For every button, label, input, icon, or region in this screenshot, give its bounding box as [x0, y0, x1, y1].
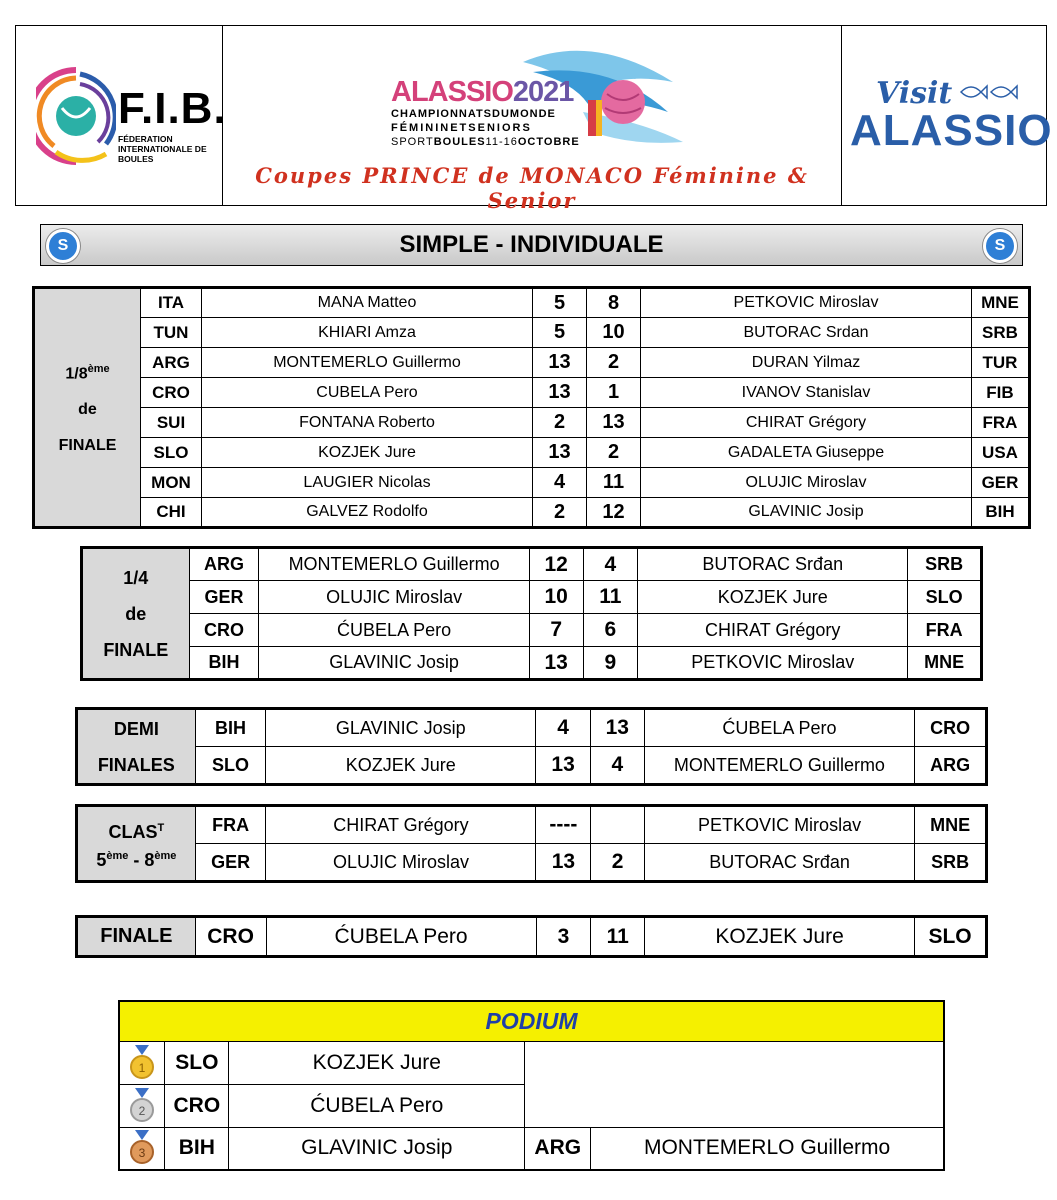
round-label: [77, 806, 196, 882]
score-1: 13: [533, 378, 587, 408]
classification-table: [75, 804, 988, 883]
podium-name: GLAVINIC Josip: [229, 1127, 525, 1170]
country-1: CRO: [189, 614, 259, 647]
player-2: BUTORAC Srđan: [638, 548, 908, 581]
score-1: 10: [529, 581, 583, 614]
score-1: ----: [536, 806, 591, 844]
label-line-3: FINALE: [103, 639, 169, 660]
player-1: ĆUBELA Pero: [259, 614, 529, 647]
player-1: KOZJEK Jure: [266, 747, 536, 785]
score-2: 2: [587, 438, 641, 468]
match-row: [34, 408, 1030, 438]
visit-line-1: Visit: [876, 76, 953, 111]
silver-medal-icon: [129, 1088, 155, 1124]
match-row: [34, 348, 1030, 378]
score-1: 2: [533, 498, 587, 528]
score-2: 11: [587, 468, 641, 498]
final-score-1: 3: [536, 917, 591, 957]
score-2: 4: [590, 747, 644, 785]
player-1: OLUJIC Miroslav: [266, 844, 536, 882]
fib-logo-block: [16, 26, 227, 205]
podium-row-gold: [119, 1041, 944, 1084]
score-2: [591, 806, 645, 844]
match-row: [77, 709, 987, 747]
section-title: SIMPLE - INDIVIDUALE: [399, 231, 664, 258]
header-banner: [15, 25, 1053, 213]
event-city: ALASSIO: [391, 76, 513, 108]
podium-country-2: ARG: [525, 1127, 591, 1170]
score-2: 11: [583, 581, 638, 614]
coupes-title: Coupes PRINCE de MONACO Féminine & Senior: [255, 163, 809, 213]
quarter-final-table: [80, 546, 983, 681]
match-row: [82, 548, 982, 581]
country-1: BIH: [195, 709, 266, 747]
country-2: BIH: [972, 498, 1030, 528]
round-label: [34, 288, 141, 528]
score-1: 5: [533, 318, 587, 348]
score-1: 13: [529, 647, 583, 680]
score-2: 2: [587, 348, 641, 378]
score-1: 13: [536, 747, 591, 785]
match-row: [82, 581, 982, 614]
event-line-3-dates: 11-16: [485, 136, 518, 148]
player-1: GALVEZ Rodolfo: [202, 498, 533, 528]
podium-name: KOZJEK Jure: [229, 1041, 525, 1084]
label-line-1: CLAS: [108, 821, 158, 842]
country-1: ITA: [141, 288, 202, 318]
gold-medal-cell: [119, 1041, 165, 1084]
country-1: TUN: [141, 318, 202, 348]
player-1: KHIARI Amza: [202, 318, 533, 348]
player-1: KOZJEK Jure: [202, 438, 533, 468]
country-1: CHI: [141, 498, 202, 528]
final-row: [77, 917, 987, 957]
country-2: MNE: [908, 647, 982, 680]
player-2: CHIRAT Grégory: [641, 408, 972, 438]
round-label: [77, 709, 196, 785]
country-1: SLO: [195, 747, 266, 785]
medal-number: 3: [138, 1146, 146, 1161]
fib-title: F.I.B.: [118, 84, 227, 133]
player-2: OLUJIC Miroslav: [641, 468, 972, 498]
country-2: MNE: [915, 806, 987, 844]
country-2: ARG: [915, 747, 987, 785]
medal-number: 1: [138, 1060, 146, 1075]
label-5: 5: [96, 849, 107, 870]
event-line-3: [391, 136, 580, 148]
country-1: SUI: [141, 408, 202, 438]
podium-row-bronze: [119, 1127, 944, 1170]
label-line-1: 1/8: [65, 365, 88, 383]
score-2: 4: [583, 548, 638, 581]
country-1: MON: [141, 468, 202, 498]
country-2: USA: [972, 438, 1030, 468]
score-2: 12: [587, 498, 641, 528]
label-line-1: 1/4: [123, 567, 149, 588]
semi-final-table: [75, 707, 988, 786]
label-line-2: de: [78, 401, 97, 419]
gold-medal-icon: [129, 1045, 155, 1081]
event-line-3-sport: SPORT: [391, 136, 434, 148]
country-2: CRO: [915, 709, 987, 747]
label-sup: ème: [106, 849, 129, 862]
event-line-1: CHAMPIONNATSDUMONDE: [391, 108, 556, 120]
player-2: GADALETA Giuseppe: [641, 438, 972, 468]
final-player-2: KOZJEK Jure: [645, 917, 915, 957]
final-player-1: ĆUBELA Pero: [266, 917, 536, 957]
match-row: [34, 288, 1030, 318]
event-line-3-boules: BOULES: [433, 136, 486, 148]
podium-country: SLO: [165, 1041, 229, 1084]
player-1: OLUJIC Miroslav: [259, 581, 529, 614]
player-2: PETKOVIC Miroslav: [641, 288, 972, 318]
player-2: PETKOVIC Miroslav: [638, 647, 908, 680]
score-1: 7: [529, 614, 583, 647]
simple-badge-right-icon: S: [983, 229, 1017, 263]
country-2: SRB: [915, 844, 987, 882]
country-2: FIB: [972, 378, 1030, 408]
score-1: 13: [533, 348, 587, 378]
country-2: SLO: [908, 581, 982, 614]
score-2: 8: [587, 288, 641, 318]
player-2: KOZJEK Jure: [638, 581, 908, 614]
player-2: GLAVINIC Josip: [641, 498, 972, 528]
country-1: BIH: [189, 647, 259, 680]
event-title: [391, 76, 573, 109]
score-2: 9: [583, 647, 638, 680]
visit-alassio-block: [842, 26, 1053, 205]
player-1: MONTEMERLO Guillermo: [202, 348, 533, 378]
country-1: SLO: [141, 438, 202, 468]
match-row: [77, 747, 987, 785]
event-logo-block: [223, 26, 842, 213]
label-line-3: FINALE: [58, 437, 117, 455]
fib-subtitle: FÉDERATION INTERNATIONALE DE BOULES: [118, 134, 207, 164]
country-1: ARG: [189, 548, 259, 581]
score-2: 6: [583, 614, 638, 647]
country-1: CRO: [141, 378, 202, 408]
silver-medal-cell: [119, 1084, 165, 1127]
score-2: 13: [587, 408, 641, 438]
bronze-medal-icon: [129, 1130, 155, 1166]
score-1: 13: [536, 844, 591, 882]
final-country-1: CRO: [195, 917, 266, 957]
player-2: BUTORAC Srđan: [644, 844, 914, 882]
player-1: CUBELA Pero: [202, 378, 533, 408]
player-1: MANA Matteo: [202, 288, 533, 318]
player-1: MONTEMERLO Guillermo: [259, 548, 529, 581]
label-sup: T: [157, 821, 165, 834]
label-sup: ème: [87, 362, 110, 375]
score-2: 13: [590, 709, 644, 747]
event-line-3-month: OCTOBRE: [517, 136, 580, 148]
player-1: CHIRAT Grégory: [266, 806, 536, 844]
country-1: GER: [195, 844, 266, 882]
final-country-2: SLO: [915, 917, 987, 957]
country-2: MNE: [972, 288, 1030, 318]
fish-decoration-icon: [959, 81, 1019, 103]
player-2: BUTORAC Srdan: [641, 318, 972, 348]
match-row: [77, 806, 987, 844]
player-2: CHIRAT Grégory: [638, 614, 908, 647]
score-1: 13: [533, 438, 587, 468]
visit-line-2: ALASSIO: [850, 106, 1053, 155]
player-1: LAUGIER Nicolas: [202, 468, 533, 498]
match-row: [34, 468, 1030, 498]
country-2: FRA: [908, 614, 982, 647]
country-1: FRA: [195, 806, 266, 844]
score-1: 12: [529, 548, 583, 581]
fib-emblem-icon: [36, 64, 116, 168]
country-2: GER: [972, 468, 1030, 498]
player-1: GLAVINIC Josip: [259, 647, 529, 680]
bronze-medal-cell: [119, 1127, 165, 1170]
match-row: [34, 498, 1030, 528]
round-label: [82, 548, 190, 680]
event-line-2: FÉMININETSENIORS: [391, 122, 532, 134]
country-2: SRB: [908, 548, 982, 581]
medal-number: 2: [138, 1103, 146, 1118]
podium-country: CRO: [165, 1084, 229, 1127]
player-2: IVANOV Stanislav: [641, 378, 972, 408]
label-line-2: de: [125, 603, 147, 624]
player-2: PETKOVIC Miroslav: [644, 806, 914, 844]
score-2: 1: [587, 378, 641, 408]
podium-name: ĆUBELA Pero: [229, 1084, 525, 1127]
section-title-bar: [40, 224, 1023, 266]
podium-country: BIH: [165, 1127, 229, 1170]
country-2: FRA: [972, 408, 1030, 438]
final-table: [75, 915, 988, 958]
label-line-1: DEMI: [113, 718, 159, 739]
score-2: 10: [587, 318, 641, 348]
score-1: 4: [536, 709, 591, 747]
score-2: 2: [591, 844, 645, 882]
label-line-2: FINALES: [97, 754, 175, 775]
score-1: 4: [533, 468, 587, 498]
podium-name-2: MONTEMERLO Guillermo: [591, 1127, 944, 1170]
score-1: 5: [533, 288, 587, 318]
match-row: [77, 844, 987, 882]
country-1: GER: [189, 581, 259, 614]
podium-empty-cell: [525, 1041, 944, 1127]
simple-badge-left-icon: S: [46, 229, 80, 263]
player-2: DURAN Yilmaz: [641, 348, 972, 378]
player-1: GLAVINIC Josip: [266, 709, 536, 747]
player-1: FONTANA Roberto: [202, 408, 533, 438]
match-row: [34, 438, 1030, 468]
label-sep: -: [128, 849, 145, 870]
match-row: [34, 378, 1030, 408]
final-label: FINALE: [77, 917, 196, 957]
country-2: SRB: [972, 318, 1030, 348]
match-row: [82, 647, 982, 680]
country-1: ARG: [141, 348, 202, 378]
player-2: ĆUBELA Pero: [644, 709, 915, 747]
score-1: 2: [533, 408, 587, 438]
final-score-2: 11: [591, 917, 645, 957]
round-of-16-table: [32, 286, 1031, 529]
label-8: 8: [144, 849, 155, 870]
event-year: 2021: [512, 76, 574, 108]
match-row: [34, 318, 1030, 348]
podium-title: PODIUM: [119, 1001, 944, 1041]
player-2: MONTEMERLO Guillermo: [644, 747, 915, 785]
match-row: [82, 614, 982, 647]
podium-table: [118, 1000, 945, 1171]
country-2: TUR: [972, 348, 1030, 378]
label-sup: ème: [154, 849, 177, 862]
